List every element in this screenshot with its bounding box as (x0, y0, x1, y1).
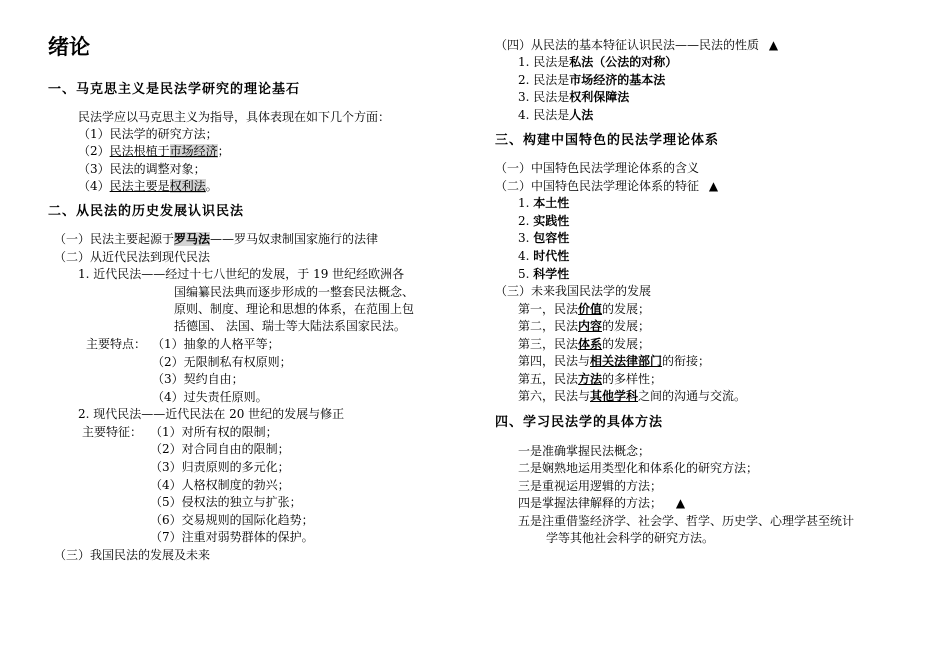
highlighted-term: 罗马法 (174, 232, 211, 246)
key-term: 时代性 (533, 249, 570, 263)
punctuation: 。 (205, 179, 218, 193)
list-item: （2）对合同自由的限制； (150, 442, 290, 456)
list-item (518, 318, 650, 335)
list-item-cont: 学等其他社会科学的研究方法。 (546, 531, 715, 545)
key-term: 本土性 (533, 196, 570, 210)
key-term: 相关法律部门 (590, 354, 663, 368)
list-item (518, 195, 569, 212)
list-text: 四是掌握法律解释的方法； (518, 496, 663, 510)
features-label: 主要特点： (86, 337, 147, 351)
list-number: 1. (518, 196, 530, 210)
key-term: 权利保障法 (569, 90, 630, 104)
numbered-item-cont: 原则、制度、理论和思想的体系，在范围上包 (174, 302, 415, 316)
list-number: 4. (518, 249, 530, 263)
list-item (518, 107, 593, 124)
list-item (78, 143, 230, 160)
subsection (495, 37, 778, 54)
key-term: 体系 (578, 337, 603, 351)
key-term: 方法 (578, 372, 603, 386)
list-item (518, 336, 650, 353)
list-item: （4）过失责任原则。 (152, 390, 268, 404)
numbered-item-cont: 括德国、 法国、瑞士等大陆法系国家民法。 (174, 319, 406, 333)
list-number: 5. (518, 267, 530, 281)
list-item: 二是娴熟地运用类型化和体系化的研究方法； (518, 461, 759, 475)
key-term: 其他学科 (590, 389, 639, 403)
list-text: 第三，民法 (518, 337, 579, 351)
section-heading-1: 一、马克思主义是民法学研究的理论基石 (48, 82, 301, 97)
list-item (518, 248, 569, 265)
list-item: （2）无限制私有权原则； (152, 355, 292, 369)
list-text: 第四，民法与 (518, 354, 591, 368)
section-heading-3: 三、构建中国特色的民法学理论体系 (495, 133, 720, 148)
highlighted-term: 权利法 (169, 179, 206, 193)
subsection: （三）我国民法的发展及未来 (54, 548, 211, 562)
key-term: 科学性 (533, 267, 570, 281)
list-item (518, 230, 569, 247)
key-term: 实践性 (533, 214, 570, 228)
subsection (495, 178, 718, 195)
triangle-marker-icon: ▲ (708, 179, 719, 193)
list-text: 4. 民法是 (518, 108, 570, 122)
list-item: （6）交易规则的国际化趋势； (150, 513, 314, 527)
numbered-item: 1. 近代民法——经过十七八世纪的发展，于 19 世纪经欧洲各 (78, 267, 405, 281)
list-text: 的发展； (602, 337, 651, 351)
list-text: 3. 民法是 (518, 90, 570, 104)
triangle-marker-icon: ▲ (675, 496, 686, 510)
key-term: 价值 (578, 302, 603, 316)
list-text: 第六，民法与 (518, 389, 591, 403)
list-text: 民法根植于 (109, 144, 170, 158)
list-item (518, 495, 685, 512)
list-text: 的多样性； (602, 372, 663, 386)
list-number: 3. (518, 231, 530, 245)
list-text: 的发展； (602, 319, 651, 333)
list-item: （1）民法学的研究方法； (78, 127, 218, 141)
subsection: （二）从近代民法到现代民法 (54, 250, 211, 264)
highlighted-term: 市场经济 (169, 144, 218, 158)
list-item: （1）抽象的人格平等； (152, 337, 280, 351)
list-item (518, 54, 677, 71)
section-heading-2: 二、从民法的历史发展认识民法 (48, 204, 245, 219)
paragraph: 民法学应以马克思主义为指导，具体表现在如下几个方面： (78, 110, 391, 124)
list-item (518, 371, 662, 388)
numbered-item-cont: 国编纂民法典而逐步形成的一整套民法概念、 (174, 285, 415, 299)
list-number: （2） (78, 144, 110, 158)
list-text: 1. 民法是 (518, 55, 570, 69)
list-text: 的衔接； (662, 354, 711, 368)
key-term: 人法 (569, 108, 594, 122)
list-item (518, 266, 569, 283)
numbered-item: 2. 现代民法——近代民法在 20 世纪的发展与修正 (78, 407, 345, 421)
key-term: 私法（公法的对称） (569, 55, 678, 69)
page-title: 绪论 (48, 35, 90, 59)
list-item (518, 72, 665, 89)
subsection-text: （一）民法主要起源于 (54, 232, 175, 246)
list-text: 的发展； (602, 302, 651, 316)
list-text: 第一，民法 (518, 302, 579, 316)
list-text: 民法主要是 (109, 179, 170, 193)
list-item: 三是重视运用逻辑的方法； (518, 479, 663, 493)
key-term: 内容 (578, 319, 603, 333)
punctuation: ； (217, 144, 230, 158)
list-item: （7）注重对弱势群体的保护。 (150, 530, 314, 544)
list-text: 2. 民法是 (518, 73, 570, 87)
triangle-marker-icon: ▲ (768, 38, 779, 52)
list-item: （3）民法的调整对象； (78, 162, 206, 176)
subsection-text: （四）从民法的基本特征认识民法——民法的性质 (495, 38, 760, 52)
subsection-text: （二）中国特色民法学理论体系的特征 (495, 179, 700, 193)
list-item: 一是准确掌握民法概念； (518, 444, 651, 458)
subsection (54, 231, 378, 248)
list-number: 2. (518, 214, 530, 228)
list-item: 五是注重借鉴经济学、社会学、哲学、历史学、心理学甚至统计 (518, 514, 855, 528)
list-item (518, 388, 746, 405)
list-item (518, 301, 650, 318)
list-item (518, 353, 710, 370)
list-text: 第二，民法 (518, 319, 579, 333)
list-item: （3）归责原则的多元化； (150, 460, 290, 474)
key-term: 包容性 (533, 231, 570, 245)
list-text: 第五，民法 (518, 372, 579, 386)
features-label: 主要特征： (82, 425, 143, 439)
list-item: （1）对所有权的限制； (150, 425, 278, 439)
section-heading-4: 四、学习民法学的具体方法 (495, 415, 664, 430)
list-item (518, 213, 569, 230)
key-term: 市场经济的基本法 (569, 73, 666, 87)
subsection-text: ——罗马奴隶制国家施行的法律 (210, 232, 379, 246)
list-item: （5）侵权法的独立与扩张； (150, 495, 302, 509)
list-item (518, 89, 629, 106)
list-text: 之间的沟通与交流。 (638, 389, 747, 403)
list-item (78, 178, 218, 195)
list-item: （4）人格权制度的勃兴； (150, 478, 290, 492)
subsection: （一）中国特色民法学理论体系的含义 (495, 161, 700, 175)
list-number: （4） (78, 179, 110, 193)
subsection: （三）未来我国民法学的发展 (495, 284, 652, 298)
list-item: （3）契约自由； (152, 372, 244, 386)
